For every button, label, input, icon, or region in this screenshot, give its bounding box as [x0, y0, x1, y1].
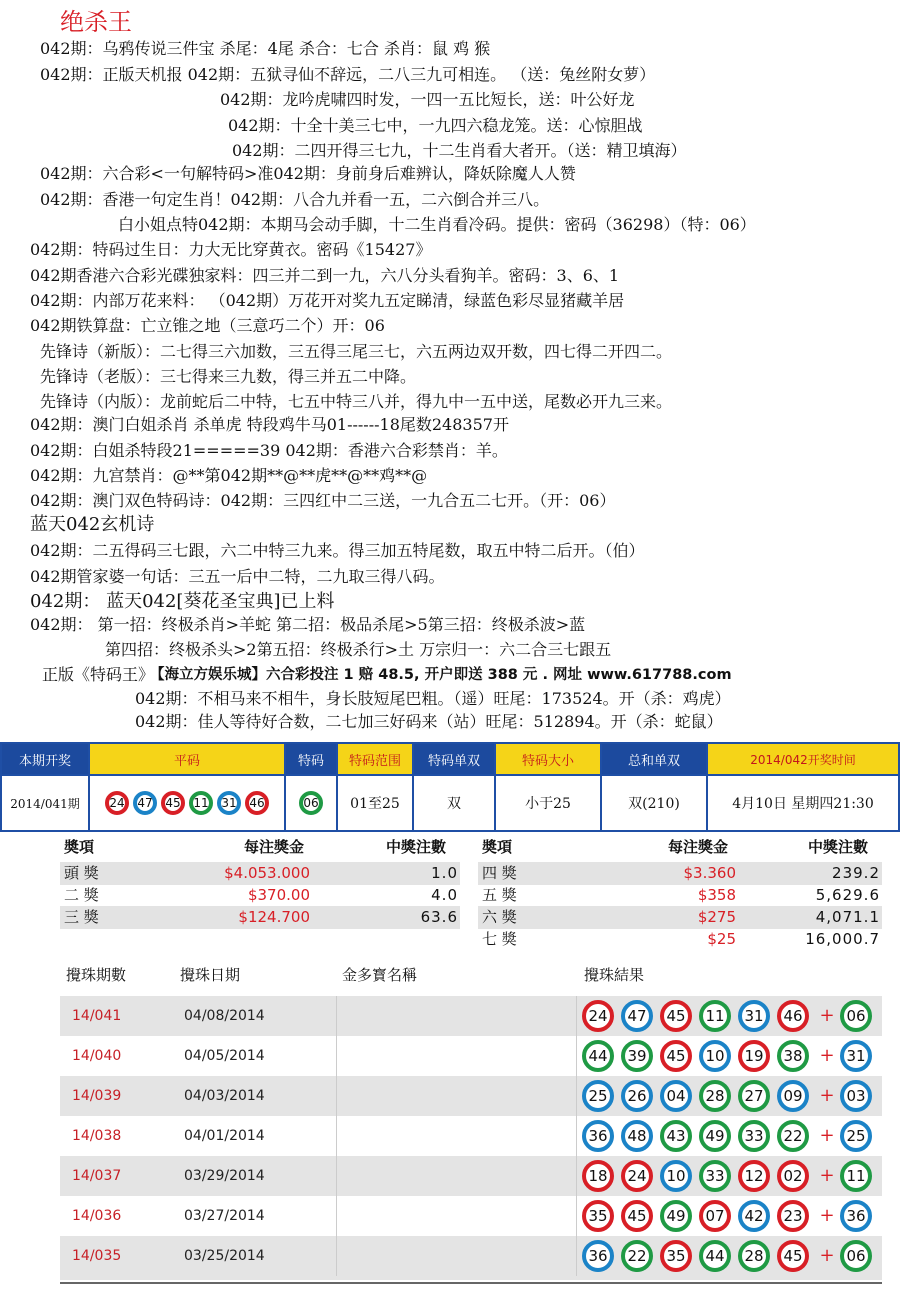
number-ball: 24: [582, 1000, 614, 1032]
number-ball: 45: [621, 1200, 653, 1232]
number-ball: 33: [699, 1160, 731, 1192]
prize-name: 六 獎: [482, 908, 517, 926]
prediction-line: 042期：澳门白姐杀肖 杀单虎 特段鸡牛马01------18尾数248357开: [30, 415, 509, 434]
draw-period: 2014/041期: [1, 775, 89, 831]
plus-sign: +: [819, 1245, 835, 1266]
prize-row: [478, 884, 882, 907]
number-ball: 45: [777, 1240, 809, 1272]
number-ball: 22: [621, 1240, 653, 1272]
prize-header-amount: 每注獎金: [244, 838, 305, 856]
prize-amount: $4.053.000: [224, 864, 310, 882]
ad-banner[interactable]: 【海立方娱乐城】六合彩投注 1 赔 48.5, 开户即送 388 元 . 网址 www.617788.com: [150, 667, 732, 683]
result-date: 04/03/2014: [184, 1088, 265, 1104]
header-normal: 平码: [89, 743, 285, 775]
prediction-line: 042期：不相马来不相牛，身长肢短尾巴粗。（遥）旺尾：173524。开（杀：鸡虎）: [135, 689, 731, 708]
result-balls: [582, 1080, 879, 1112]
prize-amount: $25: [707, 930, 736, 948]
results-header-name: 金多寳名稱: [342, 966, 418, 984]
result-period: 14/038: [72, 1128, 122, 1144]
prediction-line: 042期：龙吟虎啸四时发，一四一五比短长，送：叶公好龙: [220, 90, 635, 109]
prediction-line: 蓝天042玄机诗: [30, 514, 155, 535]
prediction-line: 042期管家婆一句话：三五一后中二特，二九取三得八码。: [30, 567, 445, 586]
header-oddeven: 特码单双: [413, 743, 495, 775]
prediction-line: 042期铁算盘：亡立锥之地（三意巧二个）开：06: [30, 316, 385, 335]
number-ball: 28: [699, 1080, 731, 1112]
number-ball: 44: [699, 1240, 731, 1272]
number-ball: 46: [777, 1000, 809, 1032]
header-sum: 总和单双: [601, 743, 707, 775]
prize-header-count: 中獎注數: [386, 838, 447, 856]
number-ball: 28: [738, 1240, 770, 1272]
result-date: 03/29/2014: [184, 1168, 265, 1184]
prize-row: [478, 862, 882, 885]
number-ball: 10: [699, 1040, 731, 1072]
number-ball: 03: [840, 1080, 872, 1112]
sum-oddeven: 双(210): [601, 775, 707, 831]
result-period: 14/039: [72, 1088, 122, 1104]
header-range: 特码范围: [337, 743, 413, 775]
result-row: [60, 1196, 882, 1236]
result-date: 04/08/2014: [184, 1008, 265, 1024]
number-ball: 06: [840, 1000, 872, 1032]
number-ball: 11: [840, 1160, 872, 1192]
number-ball: 06: [299, 791, 323, 815]
number-ball: 27: [738, 1080, 770, 1112]
prize-count: 4,071.1: [815, 908, 880, 926]
number-ball: 49: [699, 1120, 731, 1152]
number-ball: 36: [582, 1120, 614, 1152]
results-header-date: 攪珠日期: [180, 966, 241, 984]
prediction-line: 042期香港六合彩光碟独家料：四三并二到一九，六八分头看狗羊。密码：3、6、1: [30, 266, 620, 285]
prediction-line: 042期：澳门双色特码诗：042期：三四红中二三送，一九合五二七开。（开：06）: [30, 491, 616, 510]
number-ball: 23: [777, 1200, 809, 1232]
number-ball: 09: [777, 1080, 809, 1112]
number-ball: 24: [621, 1160, 653, 1192]
plus-sign: +: [819, 1045, 835, 1066]
number-ball: 33: [738, 1120, 770, 1152]
result-row: [60, 1236, 882, 1280]
special-oddeven: 双: [413, 775, 495, 831]
number-ball: 36: [582, 1240, 614, 1272]
number-ball: 31: [217, 791, 241, 815]
result-balls: [582, 1000, 879, 1032]
number-ball: 39: [621, 1040, 653, 1072]
number-ball: 38: [777, 1040, 809, 1072]
prize-count: 63.6: [420, 908, 458, 926]
result-balls: [582, 1120, 879, 1152]
number-ball: 45: [161, 791, 185, 815]
number-ball: 31: [738, 1000, 770, 1032]
prize-row: [478, 928, 882, 951]
prize-amount: $370.00: [247, 886, 310, 904]
results-header-period: 攪珠期數: [66, 966, 127, 984]
prediction-line: 042期：正版天机报 042期：五狱寻仙不辞远，二八三九可相连。 （送：兔丝附女萝）: [40, 65, 656, 84]
result-row: [60, 1076, 882, 1116]
result-balls: [582, 1200, 879, 1232]
results-header-result: 攪珠結果: [584, 966, 645, 984]
plus-sign: +: [819, 1205, 835, 1226]
result-row: [60, 1036, 882, 1076]
result-balls: [582, 1040, 879, 1072]
prize-row: [478, 906, 882, 929]
number-ball: 49: [660, 1200, 692, 1232]
header-draw: 本期开奖: [1, 743, 89, 775]
number-ball: 10: [660, 1160, 692, 1192]
draw-table: [0, 742, 900, 832]
prize-amount: $275: [697, 908, 736, 926]
prize-header-count: 中獎注數: [808, 838, 869, 856]
prize-count: 16,000.7: [805, 930, 880, 948]
number-ball: 36: [840, 1200, 872, 1232]
prize-header-name: 奬項: [482, 838, 513, 856]
plus-sign: +: [819, 1125, 835, 1146]
prediction-line: 先锋诗（内版）：龙前蛇后二中特，七五中特三八并，得九中一五中送，尾数必开九三来。: [40, 392, 673, 411]
number-ball: 42: [738, 1200, 770, 1232]
prediction-line: 042期：佳人等待好合数，二七加三好码来（站）旺尾：512894。开（杀：蛇鼠）: [135, 712, 723, 731]
number-ball: 44: [582, 1040, 614, 1072]
number-ball: 45: [660, 1040, 692, 1072]
normal-balls: [89, 775, 285, 831]
special-range: 01至25: [337, 775, 413, 831]
number-ball: 24: [105, 791, 129, 815]
prize-name: 三 獎: [64, 908, 99, 926]
prize-row: [60, 906, 460, 929]
special-ball: [285, 775, 337, 831]
special-size: 小于25: [495, 775, 601, 831]
number-ball: 07: [699, 1200, 731, 1232]
prediction-line: 042期：特码过生日：力大无比穿黄衣。密码《15427》: [30, 240, 432, 259]
page-title: 绝杀王: [60, 8, 132, 36]
prize-count: 1.0: [431, 864, 458, 882]
prize-name: 頭 獎: [64, 864, 99, 882]
prediction-line: 042期：白姐杀特段21=====39 042期：香港六合彩禁肖：羊。: [30, 441, 508, 460]
prediction-line: 正版《特码王》: [42, 665, 155, 684]
prize-amount: $358: [697, 886, 736, 904]
number-ball: 45: [660, 1000, 692, 1032]
next-draw-time: 4月10日 星期四21:30: [707, 775, 899, 831]
result-balls: [582, 1240, 879, 1272]
prediction-line: 042期：二四开得三七九，十二生肖看大者开。（送：精卫填海）: [232, 141, 687, 160]
number-ball: 26: [621, 1080, 653, 1112]
prize-header-amount: 每注獎金: [668, 838, 729, 856]
result-date: 04/05/2014: [184, 1048, 265, 1064]
plus-sign: +: [819, 1085, 835, 1106]
prediction-line: 先锋诗（新版）：二七得三六加数，三五得三尾三七，六五两边双开数，四七得二开四二。: [40, 342, 673, 361]
plus-sign: +: [819, 1165, 835, 1186]
prediction-line: 先锋诗（老版）：三七得来三九数，得三并五二中降。: [40, 367, 417, 386]
number-ball: 22: [777, 1120, 809, 1152]
number-ball: 35: [660, 1240, 692, 1272]
prediction-line: 白小姐点特042期：本期马会动手脚，十二生肖看冷码。提供：密码（36298）（特：06）: [118, 215, 756, 234]
result-row: [60, 1156, 882, 1196]
number-ball: 02: [777, 1160, 809, 1192]
number-ball: 06: [840, 1240, 872, 1272]
header-special: 特码: [285, 743, 337, 775]
number-ball: 25: [582, 1080, 614, 1112]
result-period: 14/040: [72, 1048, 122, 1064]
prize-name: 七 獎: [482, 930, 517, 948]
number-ball: 19: [738, 1040, 770, 1072]
prize-count: 5,629.6: [815, 886, 880, 904]
prediction-line: 042期： 蓝天042[葵花圣宝典]已上料: [30, 591, 335, 612]
prize-name: 四 獎: [482, 864, 517, 882]
prize-name: 五 獎: [482, 886, 517, 904]
prediction-line: 042期：内部万花来料： （042期）万花开对奖九五定睇清，绿蓝色彩尽显猪藏羊居: [30, 291, 625, 310]
number-ball: 46: [245, 791, 269, 815]
number-ball: 25: [840, 1120, 872, 1152]
prediction-line: 042期：二五得码三七跟，六二中特三九来。得三加五特尾数，取五中特二后开。（伯）: [30, 541, 645, 560]
number-ball: 12: [738, 1160, 770, 1192]
prediction-line: 042期： 第一招：终极杀肖>羊蛇 第二招：极品杀尾>5第三招：终极杀波>蓝: [30, 615, 586, 634]
prediction-line: 042期：乌鸦传说三件宝 杀尾：4尾 杀合：七合 杀肖：鼠 鸡 猴: [40, 39, 491, 58]
prize-row: [60, 862, 460, 885]
prize-name: 二 獎: [64, 886, 99, 904]
result-period: 14/037: [72, 1168, 122, 1184]
number-ball: 47: [621, 1000, 653, 1032]
prediction-line: 042期：六合彩<一句解特码>准042期：身前身后难辨认，降妖除魔人人赞: [40, 164, 576, 183]
number-ball: 11: [189, 791, 213, 815]
result-date: 03/25/2014: [184, 1248, 265, 1264]
result-row: [60, 996, 882, 1036]
number-ball: 31: [840, 1040, 872, 1072]
prediction-line: 第四招：终极杀头>2第五招：终极杀行>土 万宗归一：六二合三七跟五: [105, 640, 612, 659]
prediction-line: 042期：九宫禁肖：@**第042期**@**虎**@**鸡**@: [30, 466, 428, 485]
header-time: 2014/042开奖时间: [707, 743, 899, 775]
number-ball: 43: [660, 1120, 692, 1152]
result-row: [60, 1116, 882, 1156]
number-ball: 11: [699, 1000, 731, 1032]
prize-count: 4.0: [431, 886, 458, 904]
result-period: 14/041: [72, 1008, 122, 1024]
result-date: 03/27/2014: [184, 1208, 265, 1224]
result-period: 14/035: [72, 1248, 122, 1264]
plus-sign: +: [819, 1005, 835, 1026]
number-ball: 04: [660, 1080, 692, 1112]
prize-amount: $124.700: [238, 908, 310, 926]
number-ball: 48: [621, 1120, 653, 1152]
prize-amount: $3.360: [683, 864, 736, 882]
result-balls: [582, 1160, 879, 1192]
prediction-line: 042期：香港一句定生肖！042期：八合九并看一五，二六倒合并三八。: [40, 190, 550, 209]
prize-header-name: 奬項: [64, 838, 95, 856]
number-ball: 35: [582, 1200, 614, 1232]
header-size: 特码大小: [495, 743, 601, 775]
number-ball: 47: [133, 791, 157, 815]
number-ball: 18: [582, 1160, 614, 1192]
prize-row: [60, 884, 460, 907]
prediction-line: 042期：十全十美三七中，一九四六稳龙笼。送：心惊胆战: [228, 116, 643, 135]
result-period: 14/036: [72, 1208, 122, 1224]
prize-count: 239.2: [832, 864, 880, 882]
results-bottom-border: [60, 1282, 882, 1284]
result-date: 04/01/2014: [184, 1128, 265, 1144]
